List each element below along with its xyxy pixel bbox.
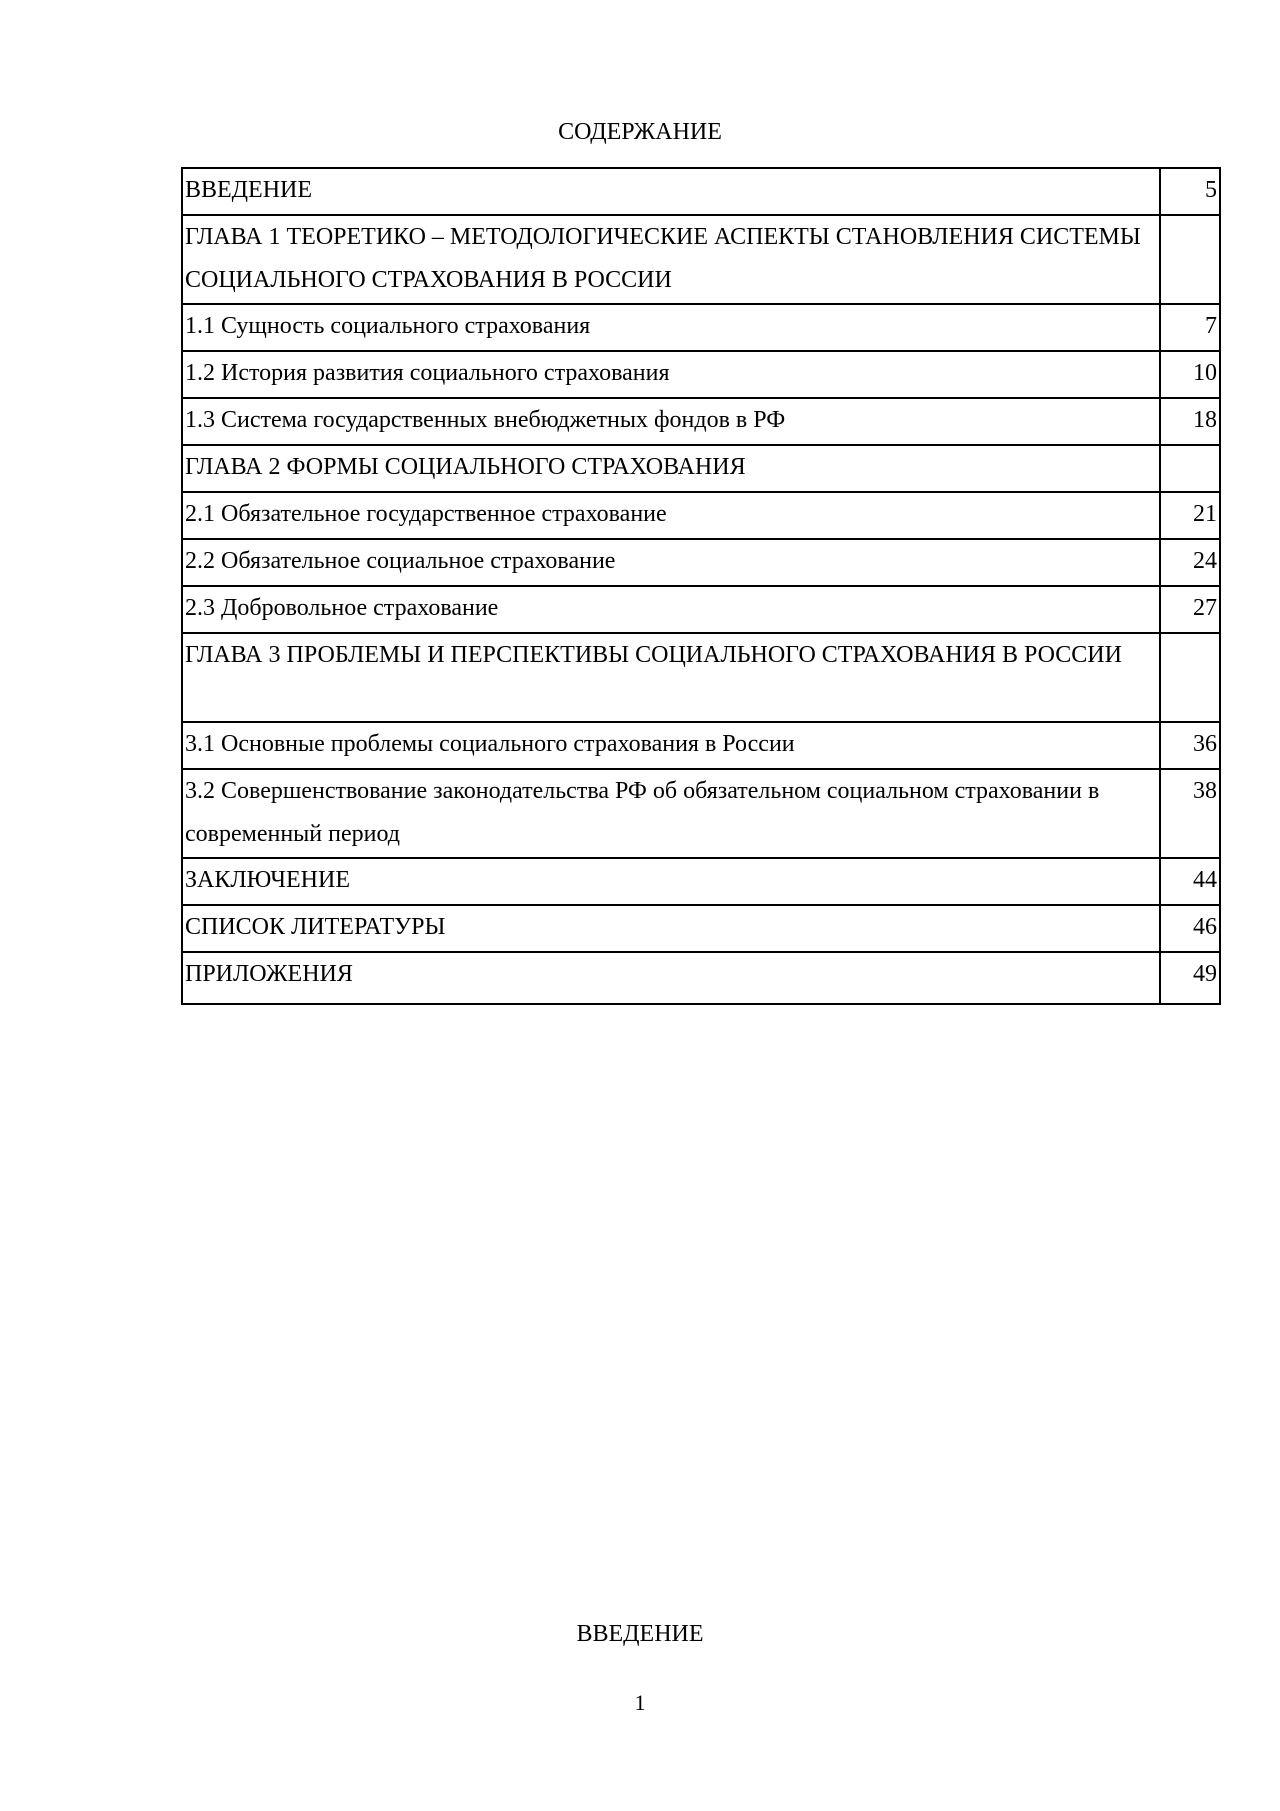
toc-entry-page: 10 [1160, 351, 1220, 398]
toc-entry-page [1160, 215, 1220, 304]
toc-entry-title: СПИСОК ЛИТЕРАТУРЫ [182, 905, 1160, 952]
toc-entry-title: 1.3 Система государственных внебюджетных фондов в РФ [182, 398, 1160, 445]
toc-entry-title: ГЛАВА 2 ФОРМЫ СОЦИАЛЬНОГО СТРАХОВАНИЯ [182, 445, 1160, 492]
toc-row [182, 539, 1220, 586]
toc-row [182, 445, 1220, 492]
toc-row [182, 215, 1220, 304]
page-number: 1 [634, 1690, 646, 1715]
toc-entry-page: 7 [1160, 304, 1220, 351]
toc-entry-title: 2.1 Обязательное государственное страхование [182, 492, 1160, 539]
toc-entry-page: 21 [1160, 492, 1220, 539]
toc-entry-title: 3.2 Совершенствование законодательства РФ об обязательном социальном страховании в современный период [182, 769, 1160, 858]
toc-entry-title: 1.2 История развития социального страхования [182, 351, 1160, 398]
toc-entry-title: 3.1 Основные проблемы социального страхования в России [182, 722, 1160, 769]
toc-row [182, 858, 1220, 905]
toc-row [182, 304, 1220, 351]
toc-row [182, 633, 1220, 722]
toc-entry-page: 46 [1160, 905, 1220, 952]
toc-row [182, 351, 1220, 398]
toc-row [182, 905, 1220, 952]
toc-entry-page: 5 [1160, 168, 1220, 215]
toc-entry-title: ГЛАВА 1 ТЕОРЕТИКО – МЕТОДОЛОГИЧЕСКИЕ АСПЕКТЫ СТАНОВЛЕНИЯ СИСТЕМЫ СОЦИАЛЬНОГО СТРАХОВАНИЯ В РОССИИ [182, 215, 1160, 304]
toc-entry-title: 2.2 Обязательное социальное страхование [182, 539, 1160, 586]
toc-entry-page: 18 [1160, 398, 1220, 445]
toc-entry-page: 24 [1160, 539, 1220, 586]
toc-entry-page: 38 [1160, 769, 1220, 858]
toc-row [182, 586, 1220, 633]
toc-entry-page: 27 [1160, 586, 1220, 633]
toc-row [182, 398, 1220, 445]
toc-entry-page: 49 [1160, 952, 1220, 1004]
toc-entry-page [1160, 633, 1220, 722]
toc-entry-title: ЗАКЛЮЧЕНИЕ [182, 858, 1160, 905]
toc-entry-page: 44 [1160, 858, 1220, 905]
toc-row [182, 492, 1220, 539]
table-of-contents [181, 167, 1221, 1005]
toc-entry-title: ВВЕДЕНИЕ [182, 168, 1160, 215]
toc-row [182, 952, 1220, 1004]
toc-row [182, 769, 1220, 858]
toc-entry-page [1160, 445, 1220, 492]
toc-entry-page: 36 [1160, 722, 1220, 769]
toc-entry-title: ПРИЛОЖЕНИЯ [182, 952, 1160, 1004]
toc-entry-title: 1.1 Сущность социального страхования [182, 304, 1160, 351]
toc-entry-title: 2.3 Добровольное страхование [182, 586, 1160, 633]
toc-entry-title: ГЛАВА 3 ПРОБЛЕМЫ И ПЕРСПЕКТИВЫ СОЦИАЛЬНОГО СТРАХОВАНИЯ В РОССИИ [182, 633, 1160, 722]
toc-row [182, 168, 1220, 215]
page-title: СОДЕРЖАНИЕ [558, 119, 722, 145]
toc-row [182, 722, 1220, 769]
section-heading: ВВЕДЕНИЕ [576, 1621, 704, 1647]
